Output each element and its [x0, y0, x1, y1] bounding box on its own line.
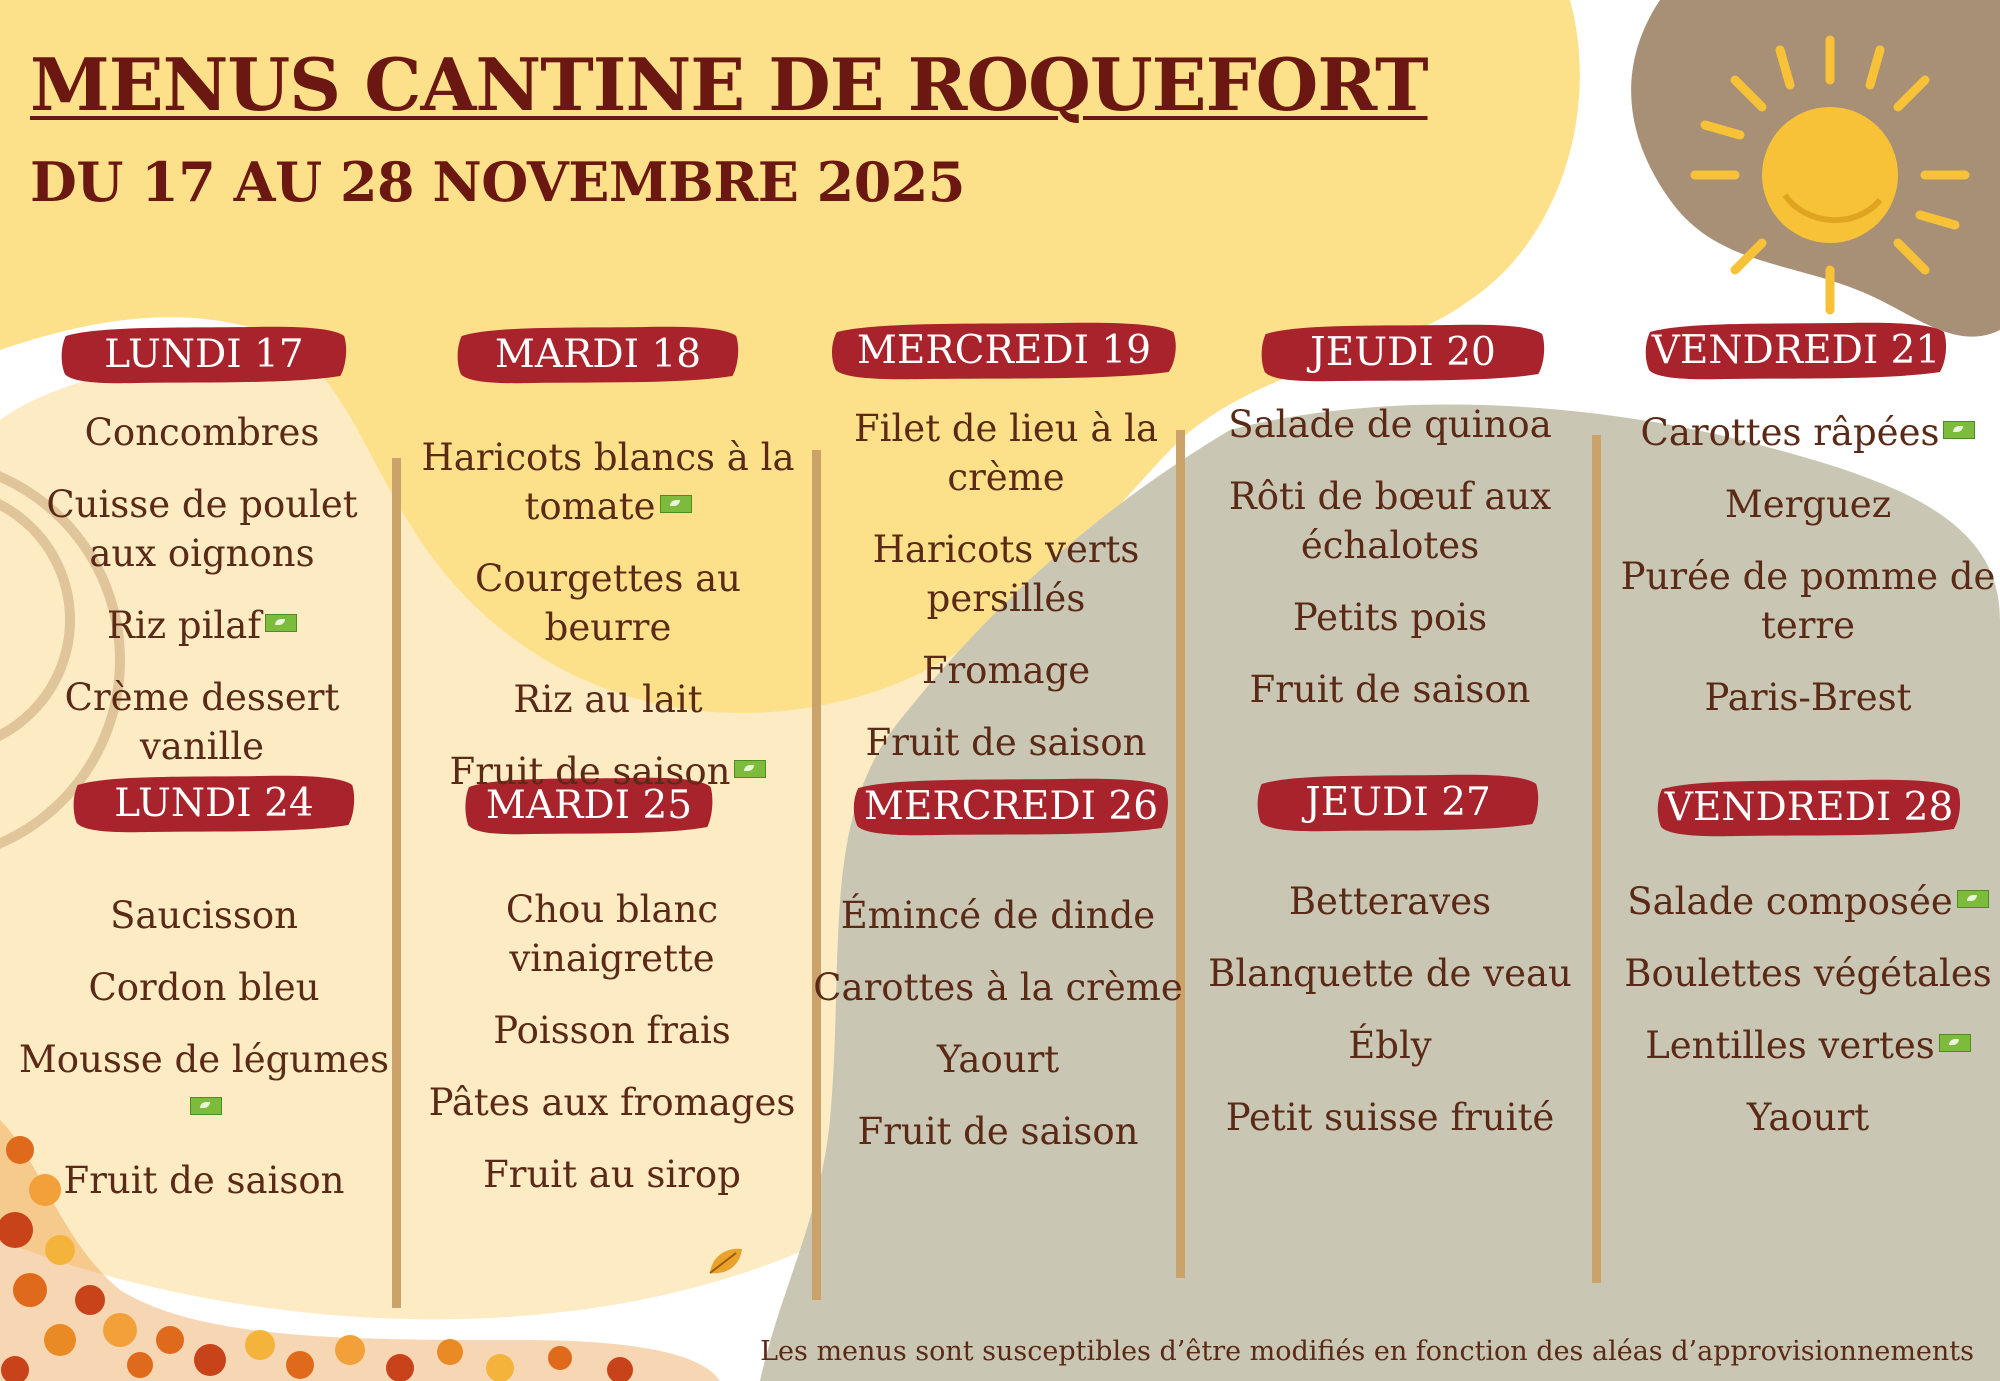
menu-item	[1618, 673, 1998, 722]
day-header-mercredi-19	[836, 322, 1172, 378]
dish-name: Crème dessert vanille	[64, 676, 340, 768]
dish-name: Chou blanc vinaigrette	[505, 888, 719, 980]
day-header-lundi-17	[66, 326, 342, 382]
dish-name: Mousse de légumes	[18, 1038, 390, 1081]
day-label: MERCREDI 26	[863, 783, 1159, 829]
menu-item	[422, 1150, 802, 1199]
dish-name: Courgettes au beurre	[475, 557, 741, 649]
dish-name: Fromage	[921, 649, 1091, 692]
dish-name: Poisson frais	[493, 1009, 731, 1052]
menu-item	[808, 963, 1188, 1012]
day-label: JEUDI 27	[1305, 779, 1491, 825]
menu-item	[14, 1156, 394, 1205]
menu-item	[816, 646, 1196, 695]
menu-item	[12, 601, 392, 650]
day-header-mardi-18	[462, 326, 734, 382]
dish-name: Pâtes aux fromages	[428, 1081, 796, 1124]
menu-list-mercredi-26	[808, 891, 1188, 1179]
bio-label-icon	[265, 614, 297, 632]
day-label: MARDI 18	[494, 331, 702, 377]
dish-name: Boulettes végétales	[1624, 952, 1992, 995]
menu-item	[14, 963, 394, 1012]
menu-item	[1618, 1093, 1998, 1142]
day-label: MERCREDI 19	[856, 327, 1152, 373]
day-label: LUNDI 24	[114, 780, 314, 826]
menu-item	[422, 1078, 802, 1127]
column-separator	[1592, 435, 1601, 1283]
dish-name: Cordon bleu	[88, 966, 320, 1009]
dish-name: Fruit de saison	[63, 1159, 345, 1202]
day-header-jeudi-20	[1266, 324, 1540, 380]
dish-name: Concombres	[84, 411, 320, 454]
dish-name: Haricots blancs à la tomate	[421, 436, 795, 528]
day-header-jeudi-27	[1262, 774, 1534, 830]
menu-item	[418, 554, 798, 652]
dish-name: Betteraves	[1288, 880, 1492, 923]
menu-item	[1200, 593, 1580, 642]
menu-item	[12, 408, 392, 457]
menu-list-jeudi-20	[1200, 400, 1580, 737]
menu-item	[1200, 949, 1580, 998]
menu-item	[1200, 472, 1580, 570]
menu-item	[1618, 480, 1998, 529]
menu-item	[418, 747, 798, 796]
dish-name: Cuisse de poulet aux oignons	[46, 483, 358, 575]
dish-name: Fruit de saison	[449, 750, 731, 793]
menu-item	[1618, 877, 1998, 926]
dish-name: Fruit au sirop	[483, 1153, 741, 1196]
disclaimer-note: Les menus sont susceptibles d’être modifiés en fonction des aléas d’approvisionnements	[760, 1336, 1974, 1367]
day-label: JEUDI 20	[1310, 329, 1496, 375]
menu-item	[1618, 949, 1998, 998]
menu-item	[418, 675, 798, 724]
bio-label-icon	[190, 1097, 222, 1115]
menu-list-lundi-17	[12, 408, 392, 794]
dish-name: Rôti de bœuf aux échalotes	[1228, 475, 1552, 567]
dish-name: Ébly	[1348, 1024, 1432, 1067]
menu-item	[12, 673, 392, 771]
menu-item	[14, 1035, 394, 1133]
menu-list-vendredi-28	[1618, 877, 1998, 1165]
menu-list-jeudi-27	[1200, 877, 1580, 1165]
bio-label-icon	[1943, 421, 1975, 439]
date-range-subtitle: DU 17 AU 28 NOVEMBRE 2025	[30, 150, 965, 214]
dish-name: Purée de pomme de terre	[1620, 555, 1996, 647]
dish-name: Salade de quinoa	[1228, 403, 1552, 446]
menu-item	[816, 404, 1196, 502]
dish-name: Yaourt	[1746, 1096, 1870, 1139]
menu-item	[1200, 1021, 1580, 1070]
day-label: MARDI 25	[485, 782, 693, 828]
dish-name: Émincé de dinde	[840, 894, 1156, 937]
dish-name: Riz pilaf	[106, 604, 262, 647]
day-header-vendredi-28	[1662, 779, 1956, 835]
dish-name: Riz au lait	[513, 678, 703, 721]
menu-item	[1618, 1021, 1998, 1070]
menu-item	[418, 433, 798, 531]
bio-label-icon	[734, 760, 766, 778]
menu-item	[422, 1006, 802, 1055]
leaf-icon	[706, 1245, 746, 1279]
menu-item	[422, 885, 802, 983]
sun-icon	[1680, 25, 1980, 325]
menu-item	[1200, 877, 1580, 926]
dish-name: Fruit de saison	[1249, 668, 1531, 711]
dish-name: Fruit de saison	[857, 1110, 1139, 1153]
menu-item	[1618, 552, 1998, 650]
dish-name: Carottes râpées	[1640, 411, 1940, 454]
dish-name: Carottes à la crème	[813, 966, 1183, 1009]
day-header-vendredi-21	[1650, 322, 1942, 378]
dish-name: Blanquette de veau	[1208, 952, 1572, 995]
menu-item	[816, 718, 1196, 767]
day-label: VENDREDI 28	[1664, 784, 1954, 830]
menu-item	[1618, 408, 1998, 457]
dish-name: Merguez	[1724, 483, 1892, 526]
menu-item	[14, 891, 394, 940]
dish-name: Petits pois	[1292, 596, 1488, 639]
dish-name: Saucisson	[110, 894, 298, 937]
menu-list-mardi-25	[422, 885, 802, 1222]
dish-name: Filet de lieu à la crème	[853, 407, 1159, 499]
bio-label-icon	[1939, 1034, 1971, 1052]
dish-name: Petit suisse fruité	[1225, 1096, 1555, 1139]
menu-item	[808, 1107, 1188, 1156]
menu-list-mercredi-19	[816, 404, 1196, 790]
menu-item	[1200, 1093, 1580, 1142]
dish-name: Paris-Brest	[1704, 676, 1912, 719]
page-title: MENUS CANTINE DE ROQUEFORT	[30, 42, 1428, 127]
menu-item	[808, 891, 1188, 940]
dish-name: Fruit de saison	[865, 721, 1147, 764]
day-label: VENDREDI 21	[1651, 327, 1941, 373]
dish-name: Haricots verts persillés	[872, 528, 1140, 620]
bio-label-icon	[1957, 890, 1989, 908]
menu-item	[1200, 665, 1580, 714]
dish-name: Lentilles vertes	[1645, 1024, 1935, 1067]
menu-list-mardi-18	[418, 433, 798, 819]
menu-item	[12, 480, 392, 578]
day-label: LUNDI 17	[104, 331, 304, 377]
menu-item	[816, 525, 1196, 623]
menu-list-lundi-24	[14, 891, 394, 1228]
dish-name: Salade composée	[1627, 880, 1953, 923]
menu-item	[808, 1035, 1188, 1084]
menu-item	[1200, 400, 1580, 449]
bio-label-icon	[660, 495, 692, 513]
dish-name: Yaourt	[936, 1038, 1060, 1081]
menu-list-vendredi-21	[1618, 408, 1998, 745]
